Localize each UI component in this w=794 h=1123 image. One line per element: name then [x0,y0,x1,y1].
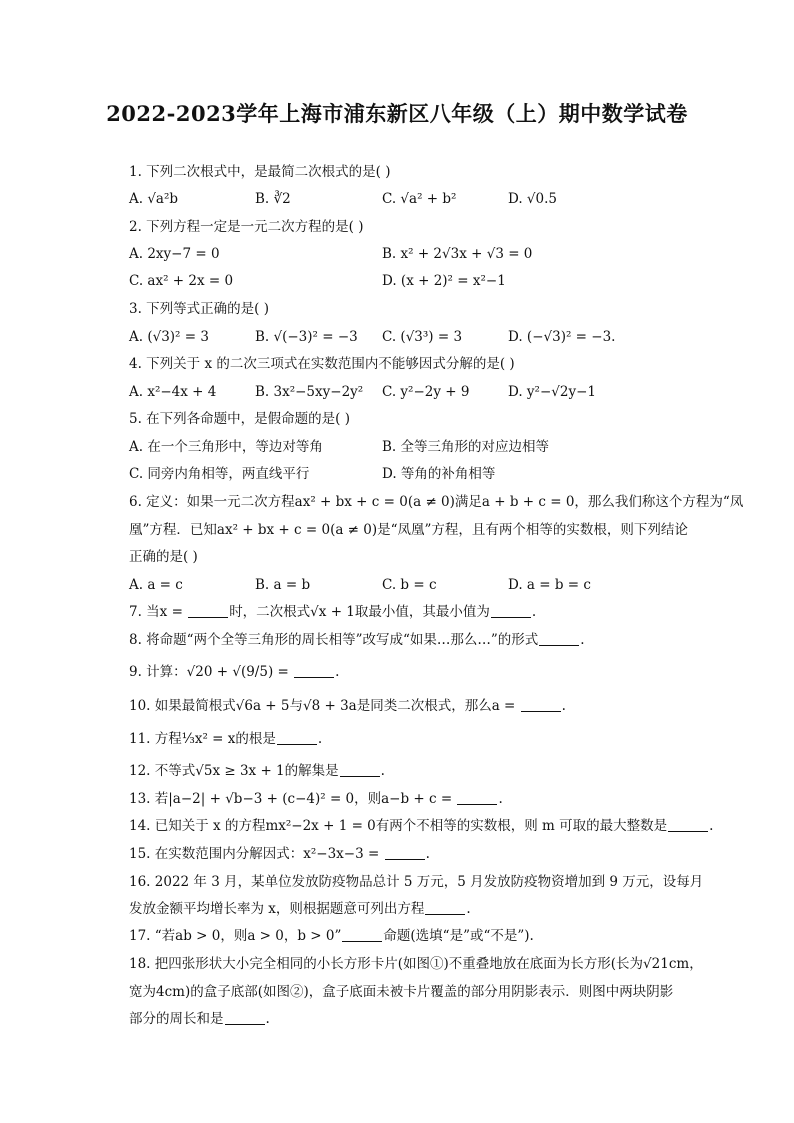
q3-option-c: C. (√3³) = 3 [382,329,463,345]
q7-text-2: 时，二次根式√x + 1取最小值，其最小值为 [229,604,490,620]
answer-blank[interactable] [521,697,561,712]
answer-blank[interactable] [294,663,334,678]
q17-end: 命题(选填“是”或“不是”). [383,928,534,944]
q7-text-3: . [531,604,537,620]
q1-option-d: D. √0.5 [508,191,557,207]
q11-text: 11. 方程⅓x² = x的根是 [129,731,276,747]
q5-option-a: A. 在一个三角形中，等边对等角 [129,439,323,455]
q3-option-a: A. (√3)² = 3 [129,329,209,345]
q15-end: . [425,846,430,862]
q12-end: . [380,763,385,779]
answer-blank[interactable] [457,790,497,805]
question-14 [129,816,713,836]
q3-option-b: B. √(−3)² = −3 [255,329,358,345]
q7-text-1: 7. 当x = [129,604,188,620]
q10-end: . [561,698,566,714]
q13-text: 13. 若|a−2| + √b−3 + (c−4)² = 0，则a−b + c = [129,791,457,807]
q5-option-d: D. 等角的补角相等 [382,466,496,482]
question-6-line-3: 正确的是( ) [129,549,198,565]
q14-text: 14. 已知关于 x 的方程mx²−2x + 1 = 0有两个不相等的实数根，则 m 可取的最大整数是 [129,818,668,834]
question-1: 1. 下列二次根式中，是最简二次根式的是( ) [129,164,391,180]
q6-option-c: C. b = c [382,577,437,593]
answer-blank[interactable] [340,762,380,777]
question-10 [129,696,566,716]
question-9 [129,662,339,682]
question-11 [129,729,322,749]
q16-end: . [466,901,471,917]
question-16-line-2 [129,899,471,919]
q4-option-c: C. y²−2y + 9 [382,384,470,400]
answer-blank[interactable] [491,603,531,618]
q5-option-b: B. 全等三角形的对应边相等 [382,439,550,455]
q2-option-b: B. x² + 2√3x + √3 = 0 [382,246,533,262]
q3-option-d: D. (−√3)² = −3. [508,329,616,345]
question-13 [129,789,503,809]
q2-option-a: A. 2xy−7 = 0 [129,246,220,262]
question-18-line-1: 18. 把四张形状大小完全相同的小长方形卡片(如图①)不重叠地放在底面为长方形(长为√21cm， [129,956,703,972]
q17-text: 17. “若ab > 0，则a > 0，b > 0” [129,928,342,944]
question-18-line-2: 宽为4cm)的盒子底部(如图②)，盒子底面未被卡片覆盖的部分用阴影表示．则图中两块阴影 [129,984,674,1000]
q12-text: 12. 不等式√5x ≥ 3x + 1的解集是 [129,763,339,779]
question-12 [129,761,385,781]
q13-end: . [498,791,503,807]
question-3: 3. 下列等式正确的是( ) [129,301,269,317]
q2-option-d: D. (x + 2)² = x²−1 [382,273,506,289]
q4-option-b: B. 3x²−5xy−2y² [255,384,364,400]
answer-blank[interactable] [188,603,228,618]
question-7 [129,602,536,622]
answer-blank[interactable] [342,927,382,942]
question-15 [129,844,430,864]
question-8 [129,630,585,650]
q9-text: 9. 计算：√20 + √(9/5) = [129,664,294,680]
q18-text: 部分的周长和是 [129,1011,224,1027]
q5-option-c: C. 同旁内角相等，两直线平行 [129,466,310,482]
question-16-line-1: 16. 2022 年 3 月，某单位发放防疫物品总计 5 万元，5 月发放防疫物资增加到 9 万元，设每月 [129,874,704,890]
q1-option-a: A. √a²b [129,191,179,207]
q1-option-c: C. √a² + b² [382,191,457,207]
q10-text: 10. 如果最简根式√6a + 5与√8 + 3a是同类二次根式，那么a = [129,698,520,714]
q8-text: 8. 将命题“两个全等三角形的周长相等”改写成“如果…那么…”的形式 [129,632,539,648]
q4-option-a: A. x²−4x + 4 [129,384,217,400]
answer-blank[interactable] [225,1010,265,1025]
answer-blank[interactable] [425,900,465,915]
question-17 [129,926,534,946]
answer-blank[interactable] [277,730,317,745]
answer-blank[interactable] [539,631,579,646]
q6-option-a: A. a = c [129,577,183,593]
question-6-line-1: 6. 定义：如果一元二次方程ax² + bx + c = 0(a ≠ 0)满足a + b + c = 0，那么我们称这个方程为“凤 [129,494,744,510]
q11-end: . [317,731,323,747]
question-5: 5. 在下列各命题中，是假命题的是( ) [129,411,350,427]
answer-blank[interactable] [385,845,425,860]
question-2: 2. 下列方程一定是一元二次方程的是( ) [129,219,364,235]
answer-blank[interactable] [668,817,708,832]
q1-option-b: B. ∛2 [255,191,291,207]
question-4: 4. 下列关于 x 的二次三项式在实数范围内不能够因式分解的是( ) [129,356,515,372]
question-6-line-2: 凰”方程．已知ax² + bx + c = 0(a ≠ 0)是“凤凰”方程，且有两个相等的实数根，则下列结论 [129,522,688,538]
q6-option-b: B. a = b [255,577,311,593]
q16-text: 发放金额平均增长率为 x，则根据题意可列出方程 [129,901,425,917]
q6-option-d: D. a = b = c [508,577,591,593]
q18-end: . [265,1011,270,1027]
page-title: 2022-2023学年上海市浦东新区八年级（上）期中数学试卷 [106,101,688,126]
q9-end: . [335,664,340,680]
question-18-line-3 [129,1009,270,1029]
q8-end: . [580,632,585,648]
q14-end: . [709,818,714,834]
q15-text: 15. 在实数范围内分解因式：x²−3x−3 = [129,846,384,862]
q2-option-c: C. ax² + 2x = 0 [129,273,234,289]
q4-option-d: D. y²−√2y−1 [508,384,596,400]
